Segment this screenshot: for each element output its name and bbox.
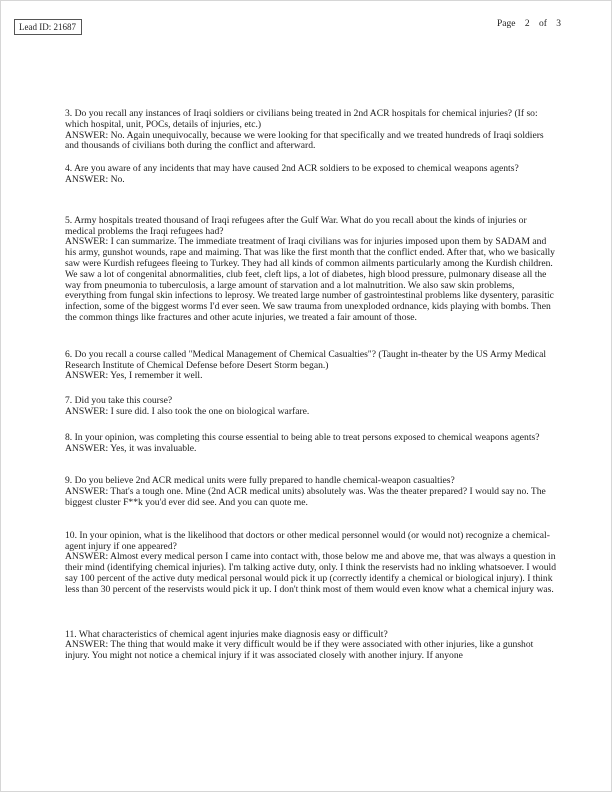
- answer-text: ANSWER: The thing that would make it very difficult would be if they were associated with other injuries, like a gunshot injury. You might not notice a chemical injury if it was associated closely with another injury. If anyone: [65, 639, 534, 662]
- qa-item: [65, 216, 556, 324]
- answer-text: ANSWER: No. Again unequivocally, because we were looking for that specifically and we treated hundreds of Iraqi soldiers and thousands of civilians both during the conflict and afterward.: [65, 129, 544, 152]
- qa-item: [65, 433, 556, 455]
- qa-list: [65, 109, 556, 662]
- qa-item: [65, 476, 556, 508]
- answer-text: ANSWER: Almost every medical person I came into contact with, those below me and above me, that was always a question in their mind (identifying chemical injuries). I'm talking active duty, only. I think the reservists had no inkling whatsoever. I would say 100 percent of the active duty medical personal would pick it up (correctly identify a chemical or biological injury). I think less than 30 percent of the reservists would pick it up. I don't think most of them would even know what a chemical injury was.: [65, 551, 556, 595]
- answer-text: ANSWER: Yes, it was invaluable.: [65, 442, 197, 454]
- answer-text: ANSWER: No.: [65, 173, 125, 185]
- answer-text: ANSWER: That's a tough one. Mine (2nd ACR medical units) absolutely was. Was the theater prepared? I would say no. The biggest cluster F**k you'd ever did see. And you can quote me.: [65, 486, 546, 508]
- question-text: 11. What characteristics of chemical agent injuries make diagnosis easy or difficult?: [65, 628, 388, 640]
- qa-item: [65, 396, 556, 418]
- qa-item: [65, 350, 556, 382]
- answer-text: ANSWER: I can summarize. The immediate treatment of Iraqi civilians was for injuries imposed upon them by SADAM and his army, gunshot wounds, rape and maiming. That was like the first month that the conflict ended. After that, who we basically saw were Kurdish refugees fleeing to Turkey. They had all kinds of common ailments particularly among the Kurdish children. We saw a lot of congenital abnormalities, club feet, cleft lips, a lot of diabetes, high blood pressure, pulmonary disease all the way from pneumonia to tuberculosis, a large amount of starvation and a lot malnutrition. We also saw skin problems, everything from fungal skin infections to leprosy. We treated large number of gastrointestinal problems like dysentery, parasitic infection, some of the biggest worms I'd ever seen. We saw trauma from unexploded ordnance, kids playing with bombs. Then the common things like fractures and other acute injuries, we treated a fair amount of those.: [65, 236, 555, 323]
- qa-item: [65, 630, 556, 662]
- question-text: 9. Do you believe 2nd ACR medical units were fully prepared to handle chemical-weapon casualties?: [65, 475, 455, 487]
- question-text: 6. Do you recall a course called "Medical Management of Chemical Casualties"? (Taught in-theater by the US Army Medical Research Institute of Chemical Defense before Desert Storm began.): [65, 348, 547, 371]
- lead-id-text: Lead ID: 21687: [19, 22, 76, 32]
- question-text: 4. Are you aware of any incidents that may have caused 2nd ACR soldiers to be exposed to chemical weapons agents?: [65, 163, 519, 175]
- answer-text: ANSWER: Yes, I remember it well.: [65, 370, 203, 382]
- page-number: Page 2 of 3: [496, 19, 561, 29]
- lead-id-stamp: [14, 19, 82, 35]
- qa-item: [65, 531, 556, 596]
- question-text: 5. Army hospitals treated thousand of Iraqi refugees after the Gulf War. What do you recall about the kinds of injuries or medical problems the Iraqi refugees had?: [65, 214, 527, 237]
- answer-text: ANSWER: I sure did. I also took the one on biological warfare.: [65, 405, 310, 417]
- qa-item: [65, 109, 556, 152]
- question-text: 8. In your opinion, was completing this course essential to being able to treat persons exposed to chemical weapons agents?: [65, 431, 540, 443]
- question-text: 7. Did you take this course?: [65, 395, 173, 407]
- question-text: 10. In your opinion, what is the likelihood that doctors or other medical personnel would (or would not) recognize a chemical-agent injury if one appeared?: [65, 529, 550, 552]
- question-text: 3. Do you recall any instances of Iraqi soldiers or civilians being treated in 2nd ACR hospitals for chemical injuries? (If so: which hospital, unit, POCs, details of injuries, etc.): [65, 108, 538, 130]
- qa-item: [65, 164, 556, 186]
- page-header: [14, 19, 561, 35]
